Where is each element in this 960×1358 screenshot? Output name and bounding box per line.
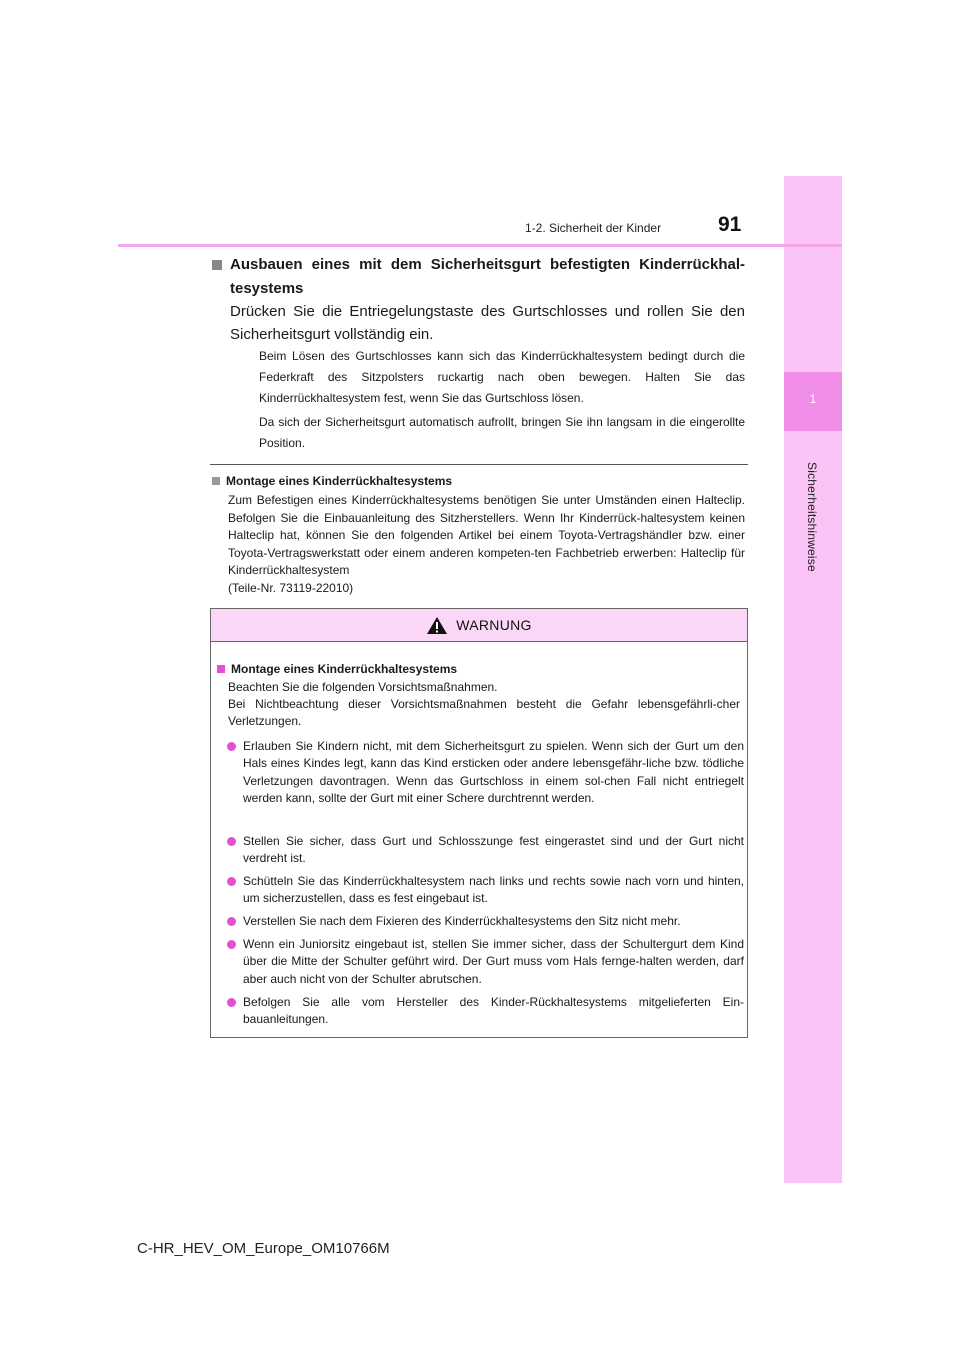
bullet-dot-icon [227, 998, 236, 1007]
note-paragraph: Beim Lösen des Gurtschlosses kann sich das Kinderrückhaltesystem bedingt durch die Federkraft des Sitzpolsters ruckartig nach oben bewegen. Halten Sie das Kinderrückhaltesystem fest, wenn Sie das Gurtschloss lösen. [259, 349, 745, 405]
warning-label: WARNUNG [456, 617, 532, 633]
header-section-title: 1-2. Sicherheit der Kinder [525, 221, 662, 235]
section-heading-text: Ausbauen eines mit dem Sicherheitsgurt befestigten Kinderrückhal-tesystems [230, 256, 745, 297]
warning-bullet-text: Verstellen Sie nach dem Fixieren des Kinderrückhaltesystems den Sitz nicht mehr. [243, 914, 681, 928]
bullet-dot-icon [227, 837, 236, 846]
warning-bullet [227, 994, 744, 1029]
subsection-body [228, 492, 745, 597]
warning-section-heading-text: Montage eines Kinderrückhaltesystems [231, 662, 458, 676]
warning-box [210, 608, 748, 1038]
square-bullet-icon [217, 665, 225, 673]
warning-bullet-text: Erlauben Sie Kindern nicht, mit dem Sicherheitsgurt zu spielen. Wenn sich der Gurt um den Hals eines Kindes legt, kann das Kind ersticken oder andere lebensgefähr-liche bzw. tödliche Verletzungen davontragen. Wenn das Gurtschloss in einem sol-chen Fall nicht entriegelt werden kann, sollte der Gurt mit einer Schere durchtrennt werden. [243, 739, 744, 805]
chapter-number: 1 [809, 392, 817, 406]
document-id: C-HR_HEV_OM_Europe_OM10766M [137, 1240, 390, 1257]
warning-header [211, 609, 747, 642]
part-number: (Teile-Nr. 73119-22010) [228, 580, 354, 595]
warning-triangle-icon [426, 616, 448, 635]
divider [210, 464, 748, 465]
chapter-title: Sicherheitshinweise [805, 462, 819, 572]
warning-bullet [227, 738, 744, 807]
square-bullet-icon [212, 477, 220, 485]
subsection-body-text: Zum Befestigen eines Kinderrückhaltesystems benötigen Sie unter Umständen einen Halteclip. Befolgen Sie die Einbauanleitung des Sitzherstellers. Wenn Ihr Kinderrück-haltesystem keinen Halteclip hat, können Sie den folgenden Artikel bei einem Toyota-Vertragshändler bzw. einer Toyota-Vertragswerkstatt oder einem anderen kompeten-ten Fachbetrieb erwerben: Halteclip für Kinderrückhaltesystem [228, 493, 745, 577]
section-heading [230, 253, 745, 301]
warning-bullet-text: Schütteln Sie das Kinderrückhaltesystem nach links und rechts sowie nach vorn und hinten, um sicherzustellen, dass es fest eingebaut ist. [243, 874, 744, 906]
square-bullet-icon [212, 260, 222, 270]
warning-bullet-text: Wenn ein Juniorsitz eingebaut ist, stellen Sie immer sicher, dass der Schultergurt dem Kind über die Mitte der Schulter geführt wird. Der Gurt muss vom Hals fernge-halten werden, darf aber auch nicht von der Schulter abrutschen. [243, 937, 744, 986]
warning-bullet [227, 913, 744, 930]
warning-bullet-text: Befolgen Sie alle vom Hersteller des Kinder-Rückhaltesystems mitgelieferten Ein-bauanleitungen. [243, 995, 744, 1027]
subsection-heading-text: Montage eines Kinderrückhaltesystems [226, 474, 453, 488]
warning-bullet-text: Stellen Sie sicher, dass Gurt und Schlosszunge fest eingerastet sind und der Gurt nicht verdreht ist. [243, 834, 744, 866]
bullet-dot-icon [227, 917, 236, 926]
bullet-dot-icon [227, 877, 236, 886]
warning-section-heading [217, 662, 457, 676]
warning-intro [228, 679, 740, 730]
warning-bullet [227, 873, 744, 908]
note-paragraph: Da sich der Sicherheitsgurt automatisch aufrollt, bringen Sie ihn langsam in die eingerollte Position. [259, 415, 745, 450]
bullet-dot-icon [227, 742, 236, 751]
header-rule [118, 244, 842, 247]
warning-intro-line: Beachten Sie die folgenden Vorsichtsmaßnahmen. [228, 680, 498, 694]
page-number: 91 [718, 213, 742, 236]
warning-bullet [227, 833, 744, 868]
warning-bullet [227, 936, 744, 988]
bullet-dot-icon [227, 940, 236, 949]
subsection-heading [212, 474, 452, 488]
warning-intro-line: Bei Nichtbeachtung dieser Vorsichtsmaßnahmen besteht die Gefahr lebensgefährli-cher Verletzungen. [228, 697, 740, 728]
side-tab [784, 176, 842, 1183]
section-body: Drücken Sie die Entriegelungstaste des Gurtschlosses und rollen Sie den Sicherheitsgurt vollständig ein. [230, 303, 745, 343]
